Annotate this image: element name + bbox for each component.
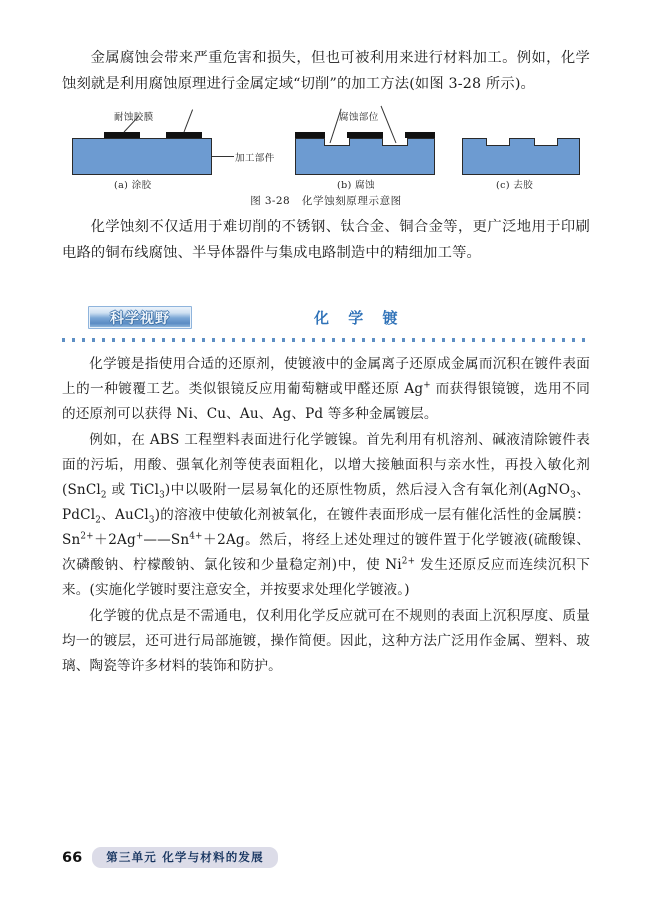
- sci-p2-sup-4: 2+: [401, 556, 416, 567]
- paragraph-intro: 金属腐蚀会带来严重危害和损失，但也可被利用来进行材料加工。例如，化学蚀刻就是利用腐蚀原理进行金属定域“切削”的加工方法(如图 3-28 所示)。: [62, 50, 590, 92]
- sci-p2-part-f: )的溶液中使敏化剂被氧化，在镀件表面形成一层有催化活性的金属膜：Sn: [62, 507, 590, 548]
- science-paragraph-1: [62, 352, 590, 427]
- figure-3-28: [62, 111, 590, 209]
- figure-caption-text: 化学蚀刻原理示意图: [301, 195, 402, 207]
- science-vision-badge-label: 科学视野: [110, 310, 170, 327]
- dotted-separator: [62, 338, 590, 342]
- panel-a-resist-right: [166, 132, 202, 138]
- science-paragraph-3: 化学镀的优点是不需通电，仅利用化学反应就可在不规则的表面上沉积厚度、质量均一的镀层，还可进行局部施镀，操作简便。因此，这种方法广泛用作金属、塑料、玻璃、陶瓷等许多材料的装饰和防护。: [62, 608, 590, 674]
- sci-p2-part-c: )中以吸附一层易氧化的还原性物质，然后浸入含有氧化剂(AgNO: [164, 482, 571, 498]
- sci-p2-sup-3: 4+: [189, 531, 203, 542]
- panel-b-resist-right: [405, 132, 435, 138]
- sci-p2-sub-2: 3: [159, 490, 165, 501]
- sci-p1-part-a: 化学镀是指使用合适的还原剂，使镀液中的金属离子还原成金属而沉积在镀件表面上的一种镀覆工艺。类似银镜反应用葡萄糖或甲醛还原 Ag: [62, 356, 590, 397]
- sci-p2-sub-4: 2: [95, 515, 101, 526]
- panel-b-etch-pit-left: [324, 138, 350, 146]
- leader-workpiece: [212, 156, 234, 157]
- panel-b-label: (b) 腐蚀: [337, 180, 375, 191]
- leader-resist-right: [184, 109, 194, 132]
- science-box-header: [62, 306, 590, 336]
- sci-p1-part-b: 而获得银镜镀，选用不同的还原剂可以获得 Ni、Cu、Au、Ag、Pd 等多种金属镀层。: [62, 381, 591, 422]
- figure-caption: [62, 193, 590, 208]
- figure-canvas: [62, 111, 590, 189]
- paragraph-applications: 化学蚀刻不仅适用于难切削的不锈钢、钛合金、铜合金等，更广泛地用于印刷电路的铜布线腐蚀、半导体器件与集成电路制造中的精细加工等。: [62, 219, 590, 261]
- running-head: 第三单元 化学与材料的发展: [92, 847, 278, 868]
- sci-p2-sub-1: 2: [100, 490, 107, 501]
- panel-b-substrate: [295, 138, 435, 175]
- callout-etched-label: 腐蚀部位: [339, 112, 379, 123]
- callout-resist-label: 耐蚀胶膜: [114, 112, 154, 123]
- sci-p2-part-b: 或 TiCl: [106, 482, 160, 498]
- panel-c-substrate: [462, 138, 580, 175]
- sci-p2-sup-2: +: [135, 531, 144, 542]
- page-content: [62, 46, 590, 680]
- panel-c-etch-pit-left: [486, 138, 510, 146]
- callout-workpiece-label: 加工部件: [235, 153, 275, 164]
- sci-p2-sub-3: 3: [570, 490, 576, 501]
- panel-a-label: (a) 涂胶: [114, 180, 152, 191]
- sci-p2-part-j: 发生还原反应而连续沉积下来。(实施化学镀时要注意安全，并按要求处理化学镀液。): [62, 557, 590, 598]
- panel-c-label: (c) 去胶: [496, 180, 534, 191]
- sci-p2-part-d: 、PdCl: [62, 482, 590, 523]
- panel-b-resist-left: [295, 132, 325, 138]
- sci-p2-part-i: ＋2Ag。然后，将经上述处理过的镀件置于化学镀液(硫酸镍、次磷酸钠、柠檬酸钠、氯化铵和少量稳定剂)中，使 Ni: [62, 532, 590, 573]
- science-vision-badge: [88, 306, 192, 329]
- science-paragraph-2: [62, 428, 590, 603]
- panel-b-resist-mid: [347, 132, 383, 138]
- sci-p2-part-h: ——Sn: [143, 532, 190, 548]
- sci-p2-part-e: 、AuCl: [100, 507, 149, 523]
- panel-c-etch-pit-right: [534, 138, 558, 146]
- page-footer: [62, 847, 278, 868]
- sci-p2-sup-1: 2+: [80, 531, 94, 542]
- panel-a-resist-left: [104, 132, 140, 138]
- sci-p2-sub-5: 3: [148, 515, 155, 526]
- figure-caption-number: 图 3-28: [250, 195, 291, 207]
- sci-p1-sup-1: +: [423, 380, 431, 391]
- panel-a-substrate: [72, 138, 212, 175]
- sci-p2-part-g: ＋2Ag: [93, 532, 136, 548]
- sci-p2-part-a: 例如，在 ABS 工程塑料表面进行化学镀镍。首先利用有机溶剂、碱液清除镀件表面的污垢，用酸、强氧化剂等使表面粗化，以增大接触面积与亲水性，再投入敏化剂(SnCl: [62, 432, 590, 498]
- science-box-body: [62, 352, 590, 679]
- science-box-title: 化 学 镀: [314, 309, 405, 327]
- page-number: 66: [62, 849, 83, 866]
